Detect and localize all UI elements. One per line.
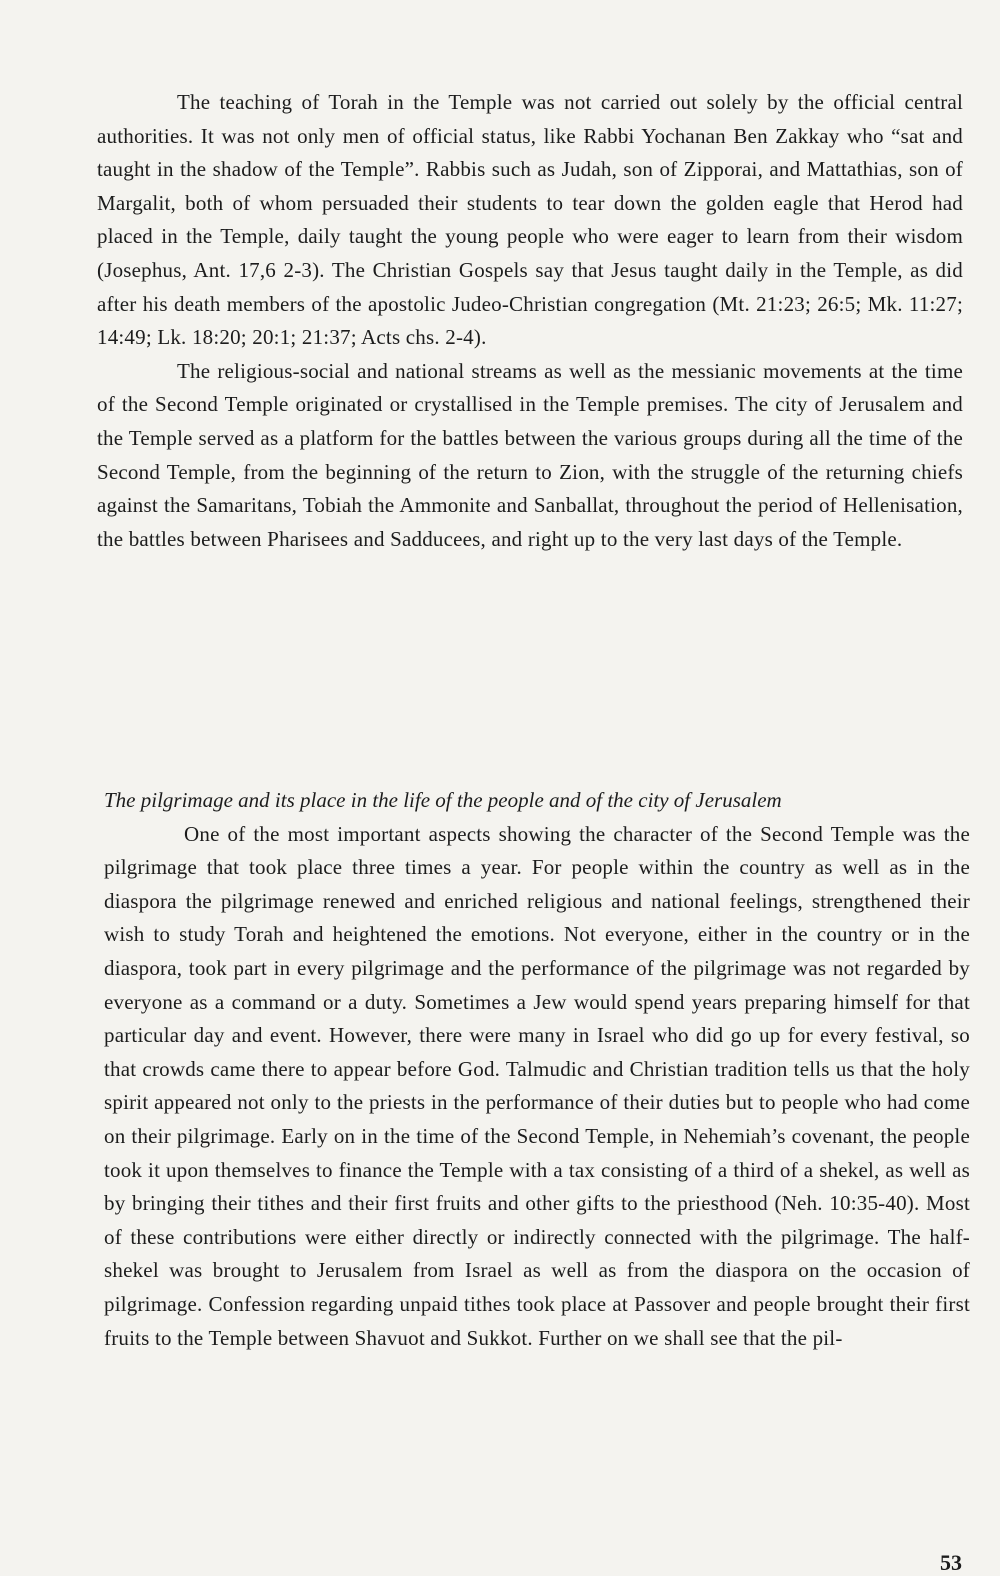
paragraph-pilgrimage: One of the most important aspects showing the character of the Second Temple was the pilgrimage that took place three times a year. For people within the country as well as in the diaspora the pilgrimage renewed and enriched religious and national feelings, strengthened their wish to study Torah and heightened the emotions. Not everyone, either in the country or in the diaspora, took part in every pilgrimage and the performance of the pilgrimage was not regarded by everyone as a command or a duty. Sometimes a Jew would spend years preparing himself for that particular day and event. However, there were many in Israel who did go up for every festival, so that crowds came there to appear before God. Talmudic and Christian tradition tells us that the holy spirit appeared not only to the priests in the performance of their duties but to people who had come on their pilgrimage. Early on in the time of the Second Temple, in Nehemiah’s covenant, the people took it upon themselves to finance the Temple with a tax consisting of a third of a shekel, as well as by bringing their tithes and their first fruits and other gifts to the priesthood (Neh. 10:35-40). Most of these contributions were either directly or indirectly connected with the pilgrimage. The half-shekel was brought to Jerusalem from Israel as well as from the diaspora on the occasion of pilgrimage. Confession regarding unpaid tithes took place at Passover and people brought their first fruits to the Temple between Shavuot and Sukkot. Further on we shall see that the pil-	[104, 821, 970, 1350]
lower-text-block	[104, 784, 970, 1355]
section-heading: The pilgrimage and its place in the life of the people and of the city of Jerusalem	[104, 788, 782, 812]
page-number: 53	[940, 1550, 962, 1575]
paragraph-torah-teaching: The teaching of Torah in the Temple was not carried out solely by the official central authorities. It was not only men of official status, like Rabbi Yochanan Ben Zakkay who “sat and taught in the shadow of the Temple”. Rabbis such as Judah, son of Zipporai, and Mattathias, son of Margalit, both of whom persuaded their students to tear down the golden eagle that Herod had placed in the Temple, daily taught the young people who were eager to learn from their wisdom (Josephus, Ant. 17,6 2-3). The Christian Gospels say that Jesus taught daily in the Temple, as did after his death members of the apostolic Judeo-Christian congregation (Mt. 21:23; 26:5; Mk. 11:27; 14:49; Lk. 18:20; 20:1; 21:37; Acts chs. 2-4).	[97, 90, 963, 350]
paragraph-religious-streams: The religious-social and national streams as well as the messianic movements at the time of the Second Temple originated or crystallised in the Temple premises. The city of Jerusalem and the Temple served as a platform for the battles between the various groups during all the time of the Second Temple, from the beginning of the return to Zion, with the struggle of the returning chiefs against the Samaritans, Tobiah the Ammonite and Sanballat, throughout the period of Hellenisation, the battles between Pharisees and Sadducees, and right up to the very last days of the Temple.	[97, 358, 963, 551]
upper-text-block	[97, 86, 963, 556]
